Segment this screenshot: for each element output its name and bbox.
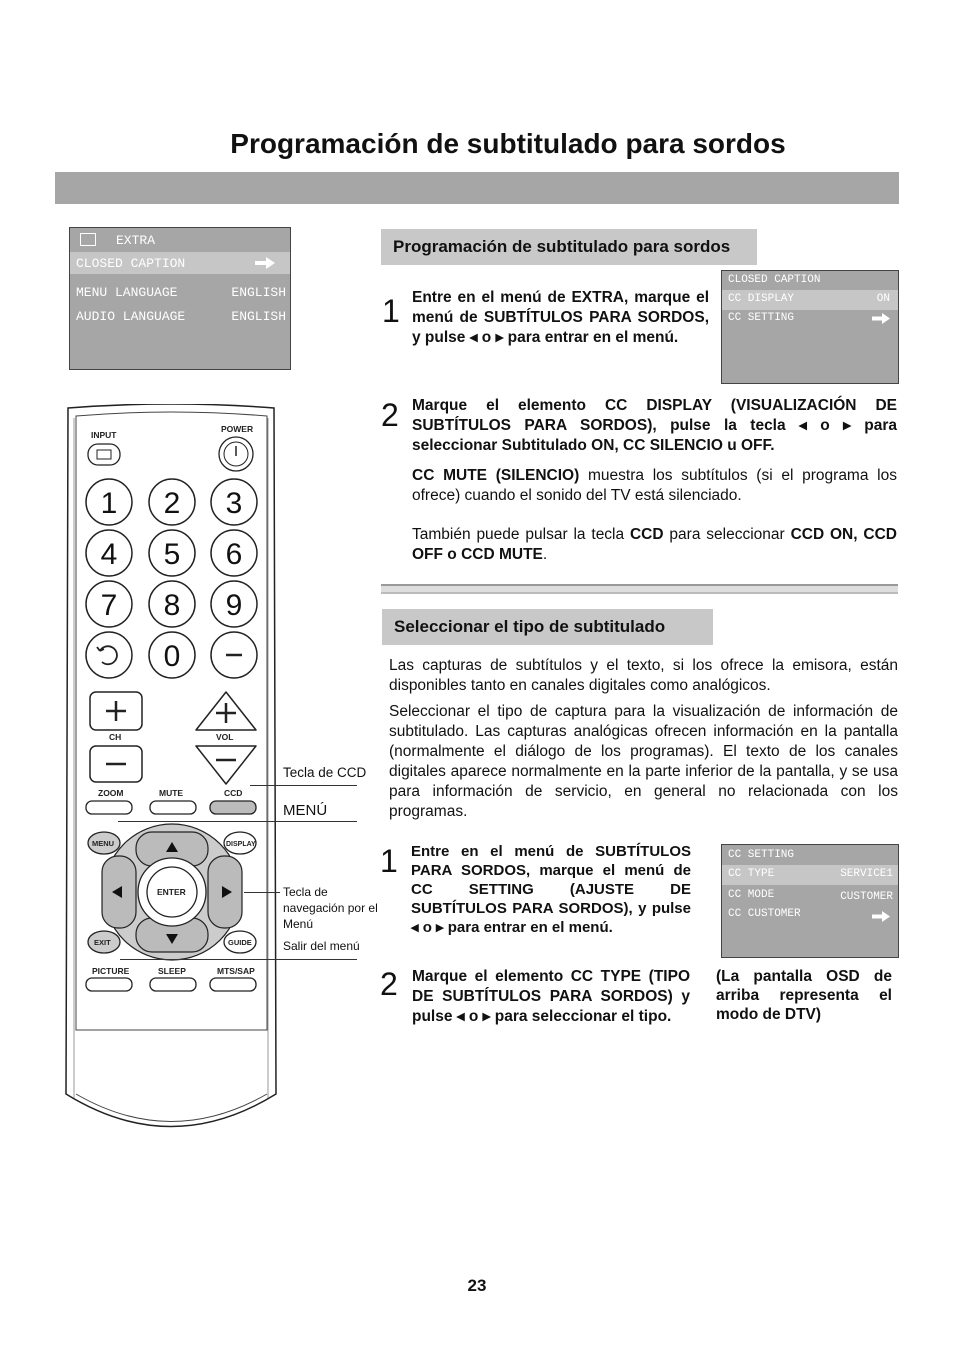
step-number: 2 bbox=[380, 966, 398, 1002]
digit-label: 4 bbox=[100, 538, 118, 571]
power-label: POWER bbox=[221, 424, 254, 434]
osd-dtv-note: (La pantalla OSD de arriba representa el modo de DTV) bbox=[716, 968, 892, 1023]
step-number: 2 bbox=[381, 397, 399, 433]
extra-menu-header: EXTRA bbox=[116, 233, 156, 248]
callout-menu: MENÚ bbox=[283, 802, 328, 819]
step-number: 1 bbox=[380, 843, 398, 879]
step1-text: Entre en el menú de SUBTÍTULOS PARA SORDOS, marque el menú de CC SETTING (AJUSTE DE SUBTÍTULOS PARA SORDOS), y pulse ◂ o ▸ para entrar en el menú. bbox=[411, 843, 691, 936]
cc-setting-osd: CC SETTING CC TYPE SERVICE1 CC MODE CUSTOMER CC CUSTOMER bbox=[721, 844, 899, 958]
header-bar bbox=[55, 172, 899, 204]
menu-label: MENU bbox=[92, 839, 115, 848]
section-divider bbox=[381, 584, 898, 594]
menu-row-menu-language[interactable]: MENU LANGUAGE ENGLISH bbox=[76, 285, 286, 300]
digit-label: 3 bbox=[225, 487, 243, 520]
mute-label: MUTE bbox=[159, 788, 184, 798]
remote-control bbox=[64, 404, 278, 1141]
section2-title: Seleccionar el tipo de subtitulado bbox=[382, 609, 713, 645]
extra-icon bbox=[80, 233, 96, 246]
callout-leader bbox=[250, 785, 357, 786]
zoom-button[interactable] bbox=[86, 801, 132, 814]
digit-label: 2 bbox=[163, 487, 181, 520]
page-number: 23 bbox=[467, 1276, 487, 1295]
picture-button[interactable] bbox=[86, 978, 132, 991]
enter-label: ENTER bbox=[157, 887, 186, 897]
menu-row-audio-language[interactable]: AUDIO LANGUAGE ENGLISH bbox=[76, 309, 286, 324]
osd-row-cc-type[interactable]: CC TYPE SERVICE1 bbox=[722, 865, 898, 885]
exit-label: EXIT bbox=[94, 938, 111, 947]
step2-text: Marque el elemento CC DISPLAY (VISUALIZACIÓN DE SUBTÍTULOS PARA SORDOS), pulse la tecla ◂ o ▸ para seleccionar Subtitulado ON, CC SILENCIO u OFF. bbox=[412, 397, 897, 454]
mts-sap-label: MTS/SAP bbox=[217, 966, 255, 976]
guide-label: GUIDE bbox=[228, 938, 252, 947]
ccd-button[interactable] bbox=[210, 801, 256, 814]
closed-caption-osd: CLOSED CAPTION CC DISPLAY ON CC SETTING bbox=[721, 270, 899, 384]
step2-text: Marque el elemento CC TYPE (TIPO DE SUBTÍTULOS PARA SORDOS) y pulse ◂ o ▸ para seleccionar el tipo. bbox=[412, 968, 690, 1025]
digit-label: 0 bbox=[163, 640, 181, 673]
osd-row-cc-customer[interactable]: CC CUSTOMER bbox=[722, 905, 898, 925]
osd-row-cc-setting[interactable]: CC SETTING bbox=[722, 309, 898, 329]
input-label: INPUT bbox=[91, 430, 117, 440]
mts-sap-button[interactable] bbox=[210, 978, 256, 991]
callout-nav-keys: Tecla de navegación por el Menú bbox=[283, 885, 378, 931]
sleep-button[interactable] bbox=[150, 978, 196, 991]
vol-label: VOL bbox=[216, 732, 234, 742]
mute-button[interactable] bbox=[150, 801, 196, 814]
callout-leader bbox=[244, 892, 280, 893]
digit-label: 1 bbox=[100, 487, 118, 520]
step-number: 1 bbox=[382, 293, 400, 329]
menu-row-closed-caption[interactable]: CLOSED CAPTION bbox=[70, 252, 290, 274]
arrow-right-icon bbox=[872, 313, 890, 328]
cc-mute-note: CC MUTE (SILENCIO) muestra los subtítulos (si el programa los ofrece) cuando el sonido del TV está silenciado. bbox=[412, 467, 897, 504]
arrow-right-icon bbox=[872, 911, 890, 926]
ccd-note: También puede pulsar la tecla CCD para seleccionar CCD ON, CCD OFF o CCD MUTE. bbox=[412, 526, 897, 563]
callout-leader bbox=[120, 959, 357, 960]
display-label: DISPLAY bbox=[226, 841, 256, 848]
digit-label: 6 bbox=[225, 538, 243, 571]
section2-paragraph-1: Las capturas de subtítulos y el texto, si los ofrece la emisora, están disponibles tanto en canales digitales como analógicos. bbox=[389, 657, 898, 694]
ccd-label: CCD bbox=[224, 788, 243, 798]
picture-label: PICTURE bbox=[92, 966, 130, 976]
digit-label: 8 bbox=[163, 589, 181, 622]
digit-label: 5 bbox=[163, 538, 181, 571]
step1-text: Entre en el menú de EXTRA, marque el menú de SUBTÍTULOS PARA SORDOS, y pulse ◂ o ▸ para entrar en el menú. bbox=[412, 289, 709, 346]
extra-menu-osd bbox=[69, 227, 291, 370]
digit-label: 9 bbox=[225, 589, 243, 622]
zoom-label: ZOOM bbox=[98, 788, 124, 798]
section1-title: Programación de subtitulado para sordos bbox=[381, 229, 757, 265]
callout-ccd-key: Tecla de CCD bbox=[283, 765, 367, 780]
ch-label: CH bbox=[109, 732, 122, 742]
recall-button[interactable] bbox=[86, 632, 132, 678]
section2-paragraph-2: Seleccionar el tipo de captura para la visualización de información de subtitulado. Las capturas analógicas ofrecen información en la pantalla (normalmente el diálogo de los programas). El texto de los canales digitales aparece normalmente en la parte inferior de la pantalla, y se usa para información de servicio, en general no relacionada con los programas. bbox=[389, 703, 898, 820]
callout-exit-menu: Salir del menú bbox=[283, 939, 360, 953]
sleep-label: SLEEP bbox=[158, 966, 186, 976]
digit-label: 7 bbox=[100, 589, 118, 622]
callout-leader bbox=[118, 821, 357, 822]
arrow-right-icon bbox=[255, 257, 275, 273]
input-button[interactable] bbox=[88, 444, 120, 465]
osd-row-cc-mode[interactable]: CC MODE CUSTOMER bbox=[728, 889, 893, 903]
page-title: Programación de subtitulado para sordos bbox=[230, 128, 786, 159]
osd-row-cc-display[interactable]: CC DISPLAY ON bbox=[722, 290, 898, 310]
